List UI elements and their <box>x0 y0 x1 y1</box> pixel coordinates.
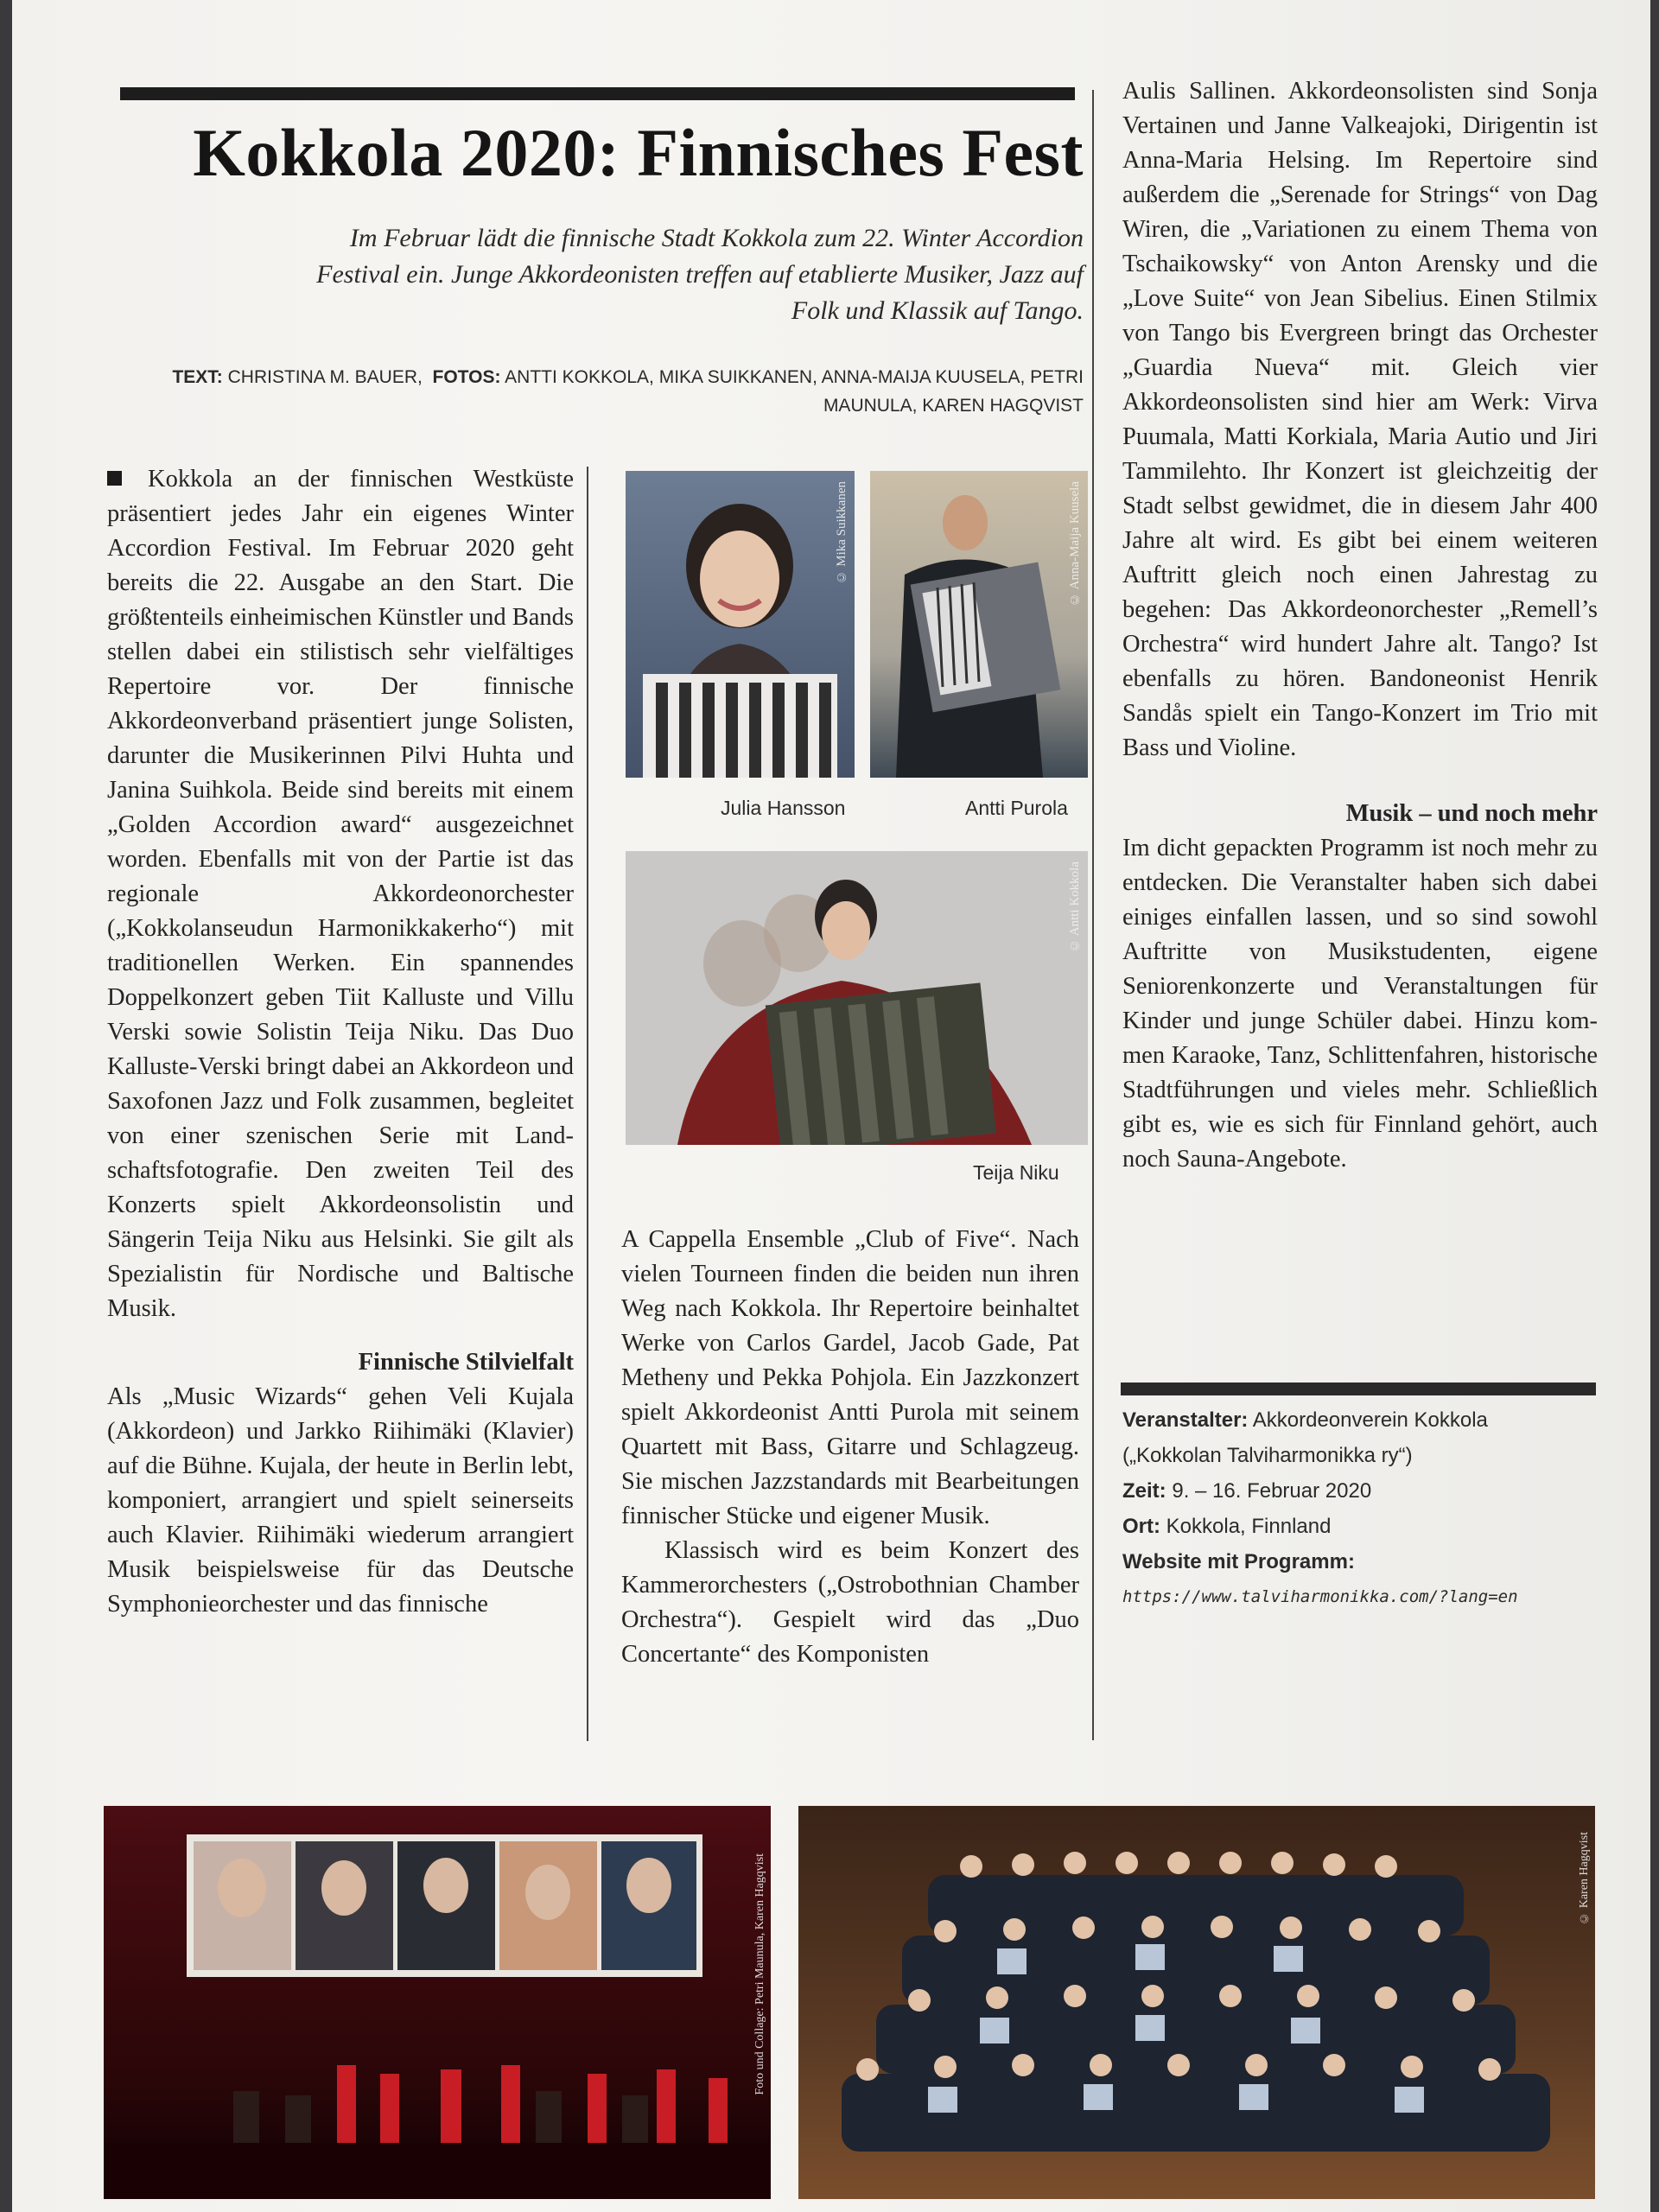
photo-credit: © Antti Kokkola <box>1068 861 1082 953</box>
bullet-square-icon <box>107 471 122 486</box>
portrait-graphic <box>626 851 1088 1145</box>
info-box-rule <box>1121 1382 1596 1395</box>
photo-credit: © Mika Suikkanen <box>835 481 849 584</box>
paragraph: A Cappella Ensemble „Club of Five“. Nach vielen Tourneen finden die beiden nun ihren Weg nach Kokkola. Ihr Repertoire beinhaltet Werke von Carlos Gardel, Jacob Gade, Pat Metheny und Pekka Pohjola. Ein Jazzkonzert spielt Akkordeonist Antti Purola mit seinem Quartett mit Bass, Gitarre und Schlagzeug. Sie mischen Jazzstandards mit Bearbeitungen finnischer Stücke und eigener Musik. <box>621 1226 1079 1529</box>
event-info-box <box>1122 1402 1606 1615</box>
subheading: Musik – und noch mehr <box>1345 800 1598 827</box>
photo-antti-purola <box>870 471 1088 778</box>
article-title: Kokkola 2020: Finnisches Fest <box>193 115 1084 190</box>
organizer-label: Veranstalter: <box>1122 1408 1249 1432</box>
photo-concert-collage <box>104 1806 771 2199</box>
website-label: Website mit Programm: <box>1122 1550 1355 1573</box>
time-label: Zeit: <box>1122 1479 1166 1503</box>
column-divider-left <box>587 467 588 1741</box>
photo-credit: © Anna-Maija Kuusela <box>1068 481 1082 607</box>
subheading: Finnische Stilvielfalt <box>358 1349 574 1376</box>
website-link[interactable]: https://www.talviharmonikka.com/?lang=en <box>1122 1587 1518 1606</box>
organizer-alt-name: („Kokkolan Talviharmonikka ry“) <box>1122 1444 1413 1467</box>
portrait-graphic <box>870 471 1088 778</box>
caption-julia-hansson: Julia Hansson <box>721 797 846 819</box>
paragraph: Im dicht gepackten Programm ist noch mehr zu entdecken. Die Veranstalter haben sich dabei einiges einfallen lassen, und so sind sowohl Auftritte von Musikstudenten, eigene Seniorenkonzerte und Veranstaltungen für Kinder und junge Schüler dabei. Hinzu kommen Karaoke, Tanz, Schlittenfahren, historische Stadtführungen und vieles mehr. Schließlich gibt es, wie es sich für Finnland gehört, auch noch Sauna-Angebote. <box>1122 835 1598 1173</box>
column-divider-right <box>1092 90 1094 1740</box>
place-value: Kokkola, Finnland <box>1166 1515 1332 1538</box>
caption-teija-niku: Teija Niku <box>973 1161 1059 1184</box>
photo-credit-label: FOTOS: <box>432 367 501 387</box>
paragraph: Klassisch wird es beim Konzert des Kammerorchesters („Ostrobothnian Chamber Orchestra“). Gespielt wird das „Duo Concertante“ des Komponisten <box>621 1537 1079 1668</box>
photo-teija-niku <box>626 851 1088 1145</box>
title-rule <box>120 87 1075 100</box>
place-label: Ort: <box>1122 1515 1160 1538</box>
orchestra-graphic <box>798 1806 1595 2199</box>
paragraph: Aulis Sallinen. Akkordeonsolisten sind Sonja Vertainen und Janne Valkeajoki, Dirigentin ist Anna-Maria Helsing. Im Repertoire sind außerdem die „Serenade for Strings“ von Dag Wiren, die „Variationen zu einem Thema von Tschaikowsky“ von Anton Arensky und die „Love Suite“ von Jean Sibelius. Einen Stilmix von Tango bis Evergreen bringt das Orchester „Guardia Nueva“ mit. Gleich vier Akkordeonsolisten sind hier am Werk: Virva Puumala, Matti Korkiala, Maria Autio und Jiri Tammilehto. Ihr Konzert ist gleichzeitig der Stadt selbst gewidmet, die in diesem Jahr 400 Jahre alt wird. Es gibt bei einem weiteren Auftritt gleich noch einen Jahrestag zu begehen: Das Akkordeonorchester „Remell’s Orchestra“ wird hundert Jahre alt. Tango? Ist ebenfalls zu hören. Bandoneonist Henrik Sandås spielt ein Tango-Konzert im Trio mit Bass und Violine. <box>1122 78 1598 761</box>
caption-antti-purola: Antti Purola <box>965 797 1068 819</box>
portrait-graphic <box>626 471 855 778</box>
magazine-page <box>12 0 1650 2212</box>
photo-credit: © Karen Hagqvist <box>1578 1832 1591 1924</box>
photo-credit-value: ANTTI KOKKOLA, MIKA SUIKKANEN, ANNA-MAIJA KUUSELA, PETRI MAUNULA, KAREN HAGQVIST <box>505 367 1084 416</box>
text-credit-label: TEXT: <box>172 367 223 387</box>
photo-credit: Foto und Collage: Petri Maunula, Karen Hagqvist <box>753 1853 766 2095</box>
time-value: 9. – 16. Februar 2020 <box>1172 1479 1372 1503</box>
photo-youth-orchestra <box>798 1806 1595 2199</box>
organizer-value: Akkordeonverein Kokkola <box>1252 1408 1488 1432</box>
paragraph-text: Kokkola an der finnischen Westküste präsentiert jedes Jahr ein eigenes Winter Accordion Festival. Im Februar 2020 geht bereits die 22. Ausgabe an den Start. Die größtenteils einheimischen Künstler und Bands stellen dabei ein stilistisch sehr vielfältiges Repertoire vor. Der finnische Akkordeonverband präsentiert junge Solisten, darunter die Musikerinnen Pilvi Huhta und Janina Suihkola. Beide sind bereits mit einem „Golden Accordion award“ ausgezeichnet worden. Ebenfalls mit von der Partie ist das regionale Akkordeonorchester („Kokkolanseudun Harmonikkakerho“) mit traditionellen Werken. Ein spannendes Doppelkonzert geben Tiit Kalluste und Villu Verski sowie Solistin Teija Niku. Das Duo Kalluste-Verski bringt dabei an Akkordeon und Saxofonen Jazz und Folk zusammen, begleitet von einer szenischen Serie mit Landschaftsfotografie. Den zweiten Teil des Konzerts spielt Akkordeonsolistin und Sängerin Teija Niku aus Helsinki. Sie gilt als Spezialistin für Nordische und Baltische Musik. <box>107 466 574 1322</box>
paragraph: Als „Music Wizards“ gehen Veli Kujala (Akkordeon) und Jarkko Riihimäki (Klavier) auf die Bühne. Kujala, der heute in Berlin lebt, komponiert, arrangiert und spielt seinerseits auch Klavier. Riihimäki wiederum arrangiert Musik beispielsweise für das Deutsche Symphonieorchester und das finnische <box>107 1383 574 1618</box>
photo-julia-hansson <box>626 471 855 778</box>
concert-graphic <box>104 1806 771 2199</box>
column-left <box>107 462 574 1622</box>
column-right <box>1122 74 1598 1177</box>
article-credits <box>159 363 1084 420</box>
text-credit-value: CHRISTINA M. BAUER, <box>227 367 423 387</box>
paragraph <box>107 462 574 1326</box>
article-intro: Im Februar lädt die finnische Stadt Kokkola zum 22. Winter Accordion Festival ein. Junge Akkordeonisten treffen auf etablierte Musiker, Jazz auf Folk und Klassik auf Tango. <box>316 224 1084 325</box>
column-middle <box>621 1223 1079 1672</box>
